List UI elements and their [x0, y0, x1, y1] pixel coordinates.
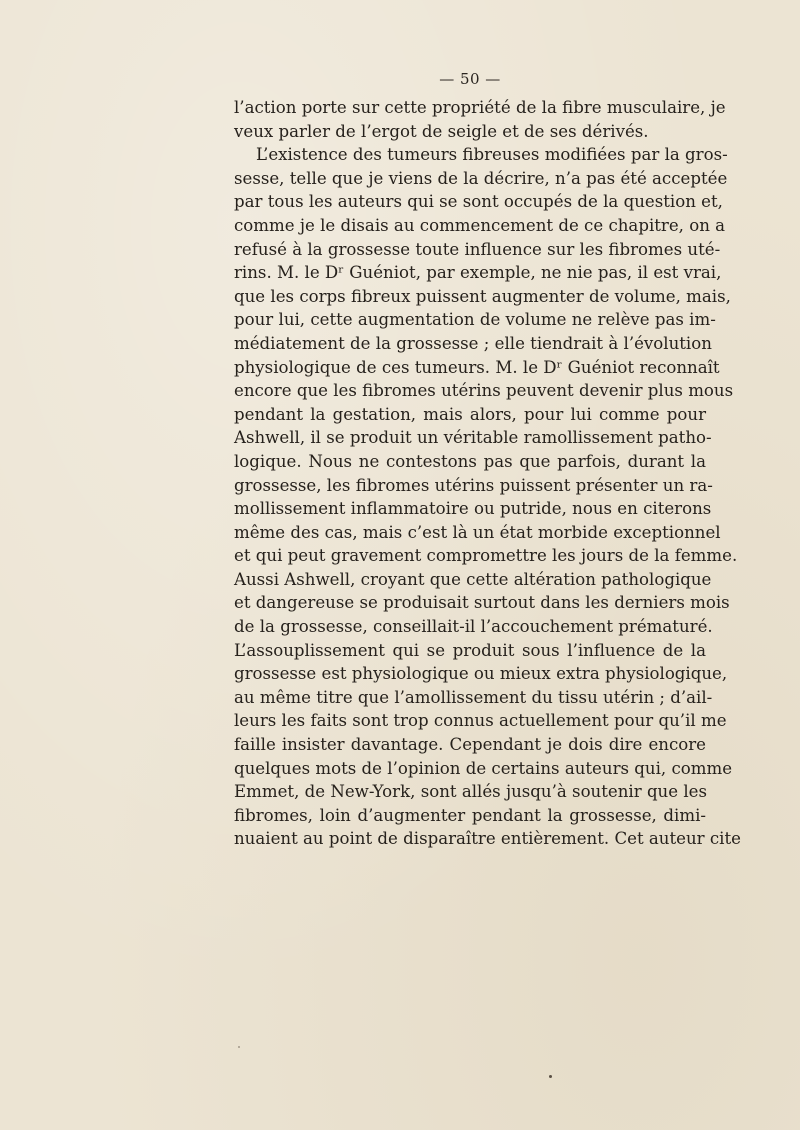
text-line: grossesse est physiologique ou mieux extra physiologique, — [234, 664, 728, 684]
text-line: et dangereuse se produisait surtout dans les derniers mois — [234, 593, 730, 613]
text-line: fibromes, loin d’augmenter pendant la grossesse, dimi- — [234, 805, 706, 825]
paper-speck — [238, 1046, 240, 1048]
text-line: que les corps fibreux puissent augmenter de volume, mais, — [234, 286, 731, 306]
text-line: leurs les faits sont trop connus actuellement pour qu’il me — [234, 711, 727, 731]
text-line: logique. Nous ne contestons pas que parfois, durant la — [234, 451, 706, 471]
text-line: pendant la gestation, mais alors, pour lui comme pour — [234, 404, 706, 424]
text-line: même des cas, mais c’est là un état morbide exceptionnel — [234, 522, 721, 542]
text-line: et qui peut gravement compromettre les jours de la femme. — [234, 546, 738, 566]
text-line: L’existence des tumeurs fibreuses modifiées par la gros- — [256, 145, 728, 165]
text-line: pour lui, cette augmentation de volume ne relève pas im- — [234, 310, 716, 330]
text-line: encore que les fibromes utérins peuvent devenir plus mous — [234, 381, 734, 401]
text-line: refusé à la grossesse toute influence sur les fibromes uté- — [234, 239, 721, 259]
page-number: — 50 — — [439, 70, 501, 88]
paper-speck — [549, 1075, 552, 1078]
text-line: physiologique de ces tumeurs. M. le Dʳ Guéniot reconnaît — [234, 357, 720, 377]
text-line: l’action porte sur cette propriété de la fibre musculaire, je — [234, 98, 726, 117]
text-line: au même titre que l’amollissement du tissu utérin ; d’ail- — [234, 687, 713, 707]
text-line: comme je le disais au commencement de ce chapitre, on a — [234, 215, 726, 235]
text-line: sesse, telle que je viens de la décrire, n’a pas été acceptée — [234, 168, 728, 188]
text-line: mollissement inflammatoire ou putride, nous en citerons — [234, 499, 712, 519]
text-line: faille insister davantage. Cependant je dois dire encore — [234, 735, 706, 755]
body-text — [234, 96, 741, 851]
text-line: rins. M. le Dʳ Guéniot, par exemple, ne nie pas, il est vrai, — [234, 263, 722, 283]
text-line: médiatement de la grossesse ; elle tiendrait à l’évolution — [234, 333, 712, 353]
text-line: Aussi Ashwell, croyant que cette altération pathologique — [234, 569, 712, 589]
text-line: Ashwell, il se produit un véritable ramollissement patho- — [234, 428, 712, 448]
text-line: quelques mots de l’opinion de certains auteurs qui, comme — [234, 758, 733, 778]
text-line: nuaient au point de disparaître entièrement. Cet auteur cite — [234, 829, 741, 849]
text-line: grossesse, les fibromes utérins puissent présenter un ra- — [234, 475, 713, 495]
text-line: veux parler de l’ergot de seigle et de ses dérivés. — [234, 121, 649, 141]
text-line: Emmet, de New-York, sont allés jusqu’à soutenir que les — [234, 782, 707, 802]
text-line: de la grossesse, conseillait-il l’accouchement prématuré. — [234, 617, 713, 637]
text-line: par tous les auteurs qui se sont occupés de la question et, — [234, 192, 723, 212]
text-line: L’assouplissement qui se produit sous l’influence de la — [234, 640, 706, 660]
